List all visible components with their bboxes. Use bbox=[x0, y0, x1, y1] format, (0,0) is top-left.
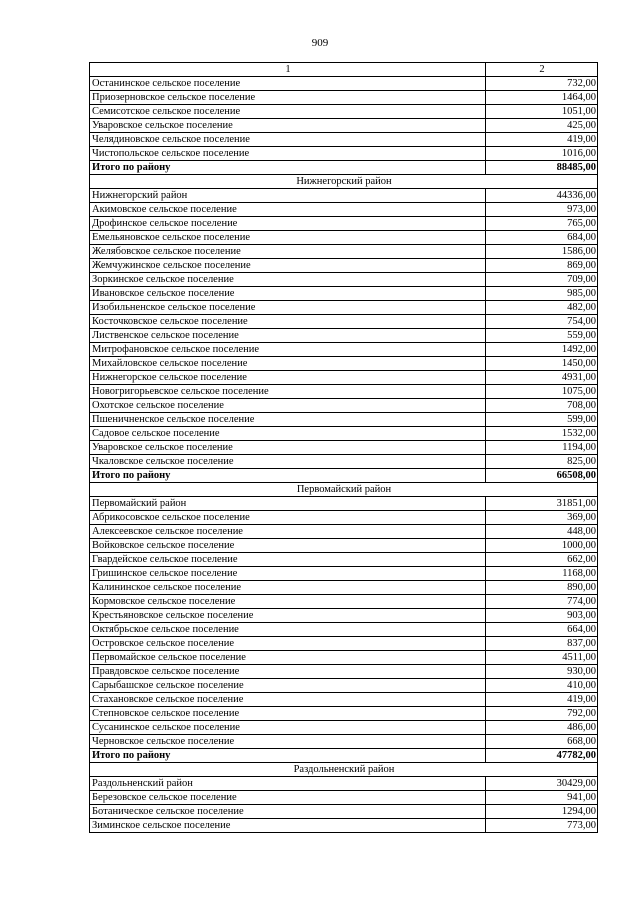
settlement-name: Акимовское сельское поселение bbox=[90, 203, 486, 217]
amount-value: 1294,00 bbox=[486, 805, 598, 819]
settlement-name: Кормовское сельское поселение bbox=[90, 595, 486, 609]
settlement-name: Сарыбашское сельское поселение bbox=[90, 679, 486, 693]
settlement-name: Уваровское сельское поселение bbox=[90, 119, 486, 133]
settlement-name: Абрикосовское сельское поселение bbox=[90, 511, 486, 525]
settlement-name: Нижнегорское сельское поселение bbox=[90, 371, 486, 385]
total-row bbox=[90, 161, 598, 175]
amount-value: 425,00 bbox=[486, 119, 598, 133]
table-row bbox=[90, 329, 598, 343]
settlement-name: Правдовское сельское поселение bbox=[90, 665, 486, 679]
settlement-name: Гришинское сельское поселение bbox=[90, 567, 486, 581]
table-row bbox=[90, 511, 598, 525]
table-row bbox=[90, 581, 598, 595]
settlement-name: Итого по району bbox=[90, 161, 486, 175]
settlement-name: Садовое сельское поселение bbox=[90, 427, 486, 441]
page-number: 909 bbox=[311, 37, 329, 49]
amount-value: 1000,00 bbox=[486, 539, 598, 553]
table-row bbox=[90, 189, 598, 203]
amount-value: 599,00 bbox=[486, 413, 598, 427]
table-row bbox=[90, 665, 598, 679]
settlement-name: Калининское сельское поселение bbox=[90, 581, 486, 595]
table-header-row bbox=[90, 63, 598, 77]
amount-value: 1532,00 bbox=[486, 427, 598, 441]
table-row bbox=[90, 441, 598, 455]
amount-value: 486,00 bbox=[486, 721, 598, 735]
amount-value: 66508,00 bbox=[486, 469, 598, 483]
table-row bbox=[90, 231, 598, 245]
amount-value: 1051,00 bbox=[486, 105, 598, 119]
settlement-name: Чкаловское сельское поселение bbox=[90, 455, 486, 469]
table-row bbox=[90, 651, 598, 665]
settlement-name: Ботаническое сельское поселение bbox=[90, 805, 486, 819]
amount-value: 1075,00 bbox=[486, 385, 598, 399]
table-row bbox=[90, 623, 598, 637]
amount-value: 709,00 bbox=[486, 273, 598, 287]
amount-value: 4931,00 bbox=[486, 371, 598, 385]
settlement-name: Чистопольское сельское поселение bbox=[90, 147, 486, 161]
settlement-name: Первомайский район bbox=[90, 497, 486, 511]
amount-value: 732,00 bbox=[486, 77, 598, 91]
settlement-name: Алексеевское сельское поселение bbox=[90, 525, 486, 539]
amount-value: 792,00 bbox=[486, 707, 598, 721]
settlement-name: Пшеничненское сельское поселение bbox=[90, 413, 486, 427]
table-row bbox=[90, 735, 598, 749]
table-row bbox=[90, 567, 598, 581]
table-row bbox=[90, 217, 598, 231]
amount-value: 930,00 bbox=[486, 665, 598, 679]
amount-value: 448,00 bbox=[486, 525, 598, 539]
amount-value: 88485,00 bbox=[486, 161, 598, 175]
table-row bbox=[90, 91, 598, 105]
amount-value: 1492,00 bbox=[486, 343, 598, 357]
settlement-name: Гвардейское сельское поселение bbox=[90, 553, 486, 567]
table-row bbox=[90, 791, 598, 805]
amount-value: 903,00 bbox=[486, 609, 598, 623]
amount-value: 31851,00 bbox=[486, 497, 598, 511]
amount-value: 973,00 bbox=[486, 203, 598, 217]
table-row bbox=[90, 413, 598, 427]
amount-value: 708,00 bbox=[486, 399, 598, 413]
amount-value: 754,00 bbox=[486, 315, 598, 329]
table-row bbox=[90, 609, 598, 623]
table-body bbox=[90, 63, 598, 833]
total-row bbox=[90, 469, 598, 483]
settlement-name: Первомайское сельское поселение bbox=[90, 651, 486, 665]
settlement-name: Емельяновское сельское поселение bbox=[90, 231, 486, 245]
amount-value: 1464,00 bbox=[486, 91, 598, 105]
table-row bbox=[90, 147, 598, 161]
settlement-name: Итого по району bbox=[90, 749, 486, 763]
section-title: Раздольненский район bbox=[90, 763, 598, 777]
settlement-name: Березовское сельское поселение bbox=[90, 791, 486, 805]
amount-value: 482,00 bbox=[486, 301, 598, 315]
settlement-name: Ивановское сельское поселение bbox=[90, 287, 486, 301]
column-header-1: 1 bbox=[90, 63, 486, 77]
settlement-name: Раздольненский район bbox=[90, 777, 486, 791]
amount-value: 4511,00 bbox=[486, 651, 598, 665]
table-row bbox=[90, 539, 598, 553]
amount-value: 410,00 bbox=[486, 679, 598, 693]
settlement-name: Изобильненское сельское поселение bbox=[90, 301, 486, 315]
amount-value: 1586,00 bbox=[486, 245, 598, 259]
section-header-row bbox=[90, 763, 598, 777]
settlement-name: Новогригорьевское сельское поселение bbox=[90, 385, 486, 399]
amount-value: 869,00 bbox=[486, 259, 598, 273]
table-row bbox=[90, 259, 598, 273]
table-row bbox=[90, 287, 598, 301]
settlement-name: Митрофановское сельское поселение bbox=[90, 343, 486, 357]
settlement-name: Зиминское сельское поселение bbox=[90, 819, 486, 833]
amount-value: 668,00 bbox=[486, 735, 598, 749]
amount-value: 837,00 bbox=[486, 637, 598, 651]
table-row bbox=[90, 525, 598, 539]
table-row bbox=[90, 385, 598, 399]
table-row bbox=[90, 371, 598, 385]
settlement-name: Охотское сельское поселение bbox=[90, 399, 486, 413]
settlement-name: Косточковское сельское поселение bbox=[90, 315, 486, 329]
settlement-name: Нижнегорский район bbox=[90, 189, 486, 203]
amount-value: 1450,00 bbox=[486, 357, 598, 371]
table-row bbox=[90, 455, 598, 469]
amount-value: 765,00 bbox=[486, 217, 598, 231]
total-row bbox=[90, 749, 598, 763]
amount-value: 1016,00 bbox=[486, 147, 598, 161]
settlement-name: Степновское сельское поселение bbox=[90, 707, 486, 721]
table-row bbox=[90, 399, 598, 413]
settlement-name: Жемчужинское сельское поселение bbox=[90, 259, 486, 273]
settlement-name: Крестьяновское сельское поселение bbox=[90, 609, 486, 623]
amount-value: 662,00 bbox=[486, 553, 598, 567]
amount-value: 664,00 bbox=[486, 623, 598, 637]
section-header-row bbox=[90, 175, 598, 189]
amount-value: 559,00 bbox=[486, 329, 598, 343]
settlement-name: Семисотское сельское поселение bbox=[90, 105, 486, 119]
table-row bbox=[90, 273, 598, 287]
settlement-name: Сусанинское сельское поселение bbox=[90, 721, 486, 735]
table-row bbox=[90, 637, 598, 651]
column-header-2: 2 bbox=[486, 63, 598, 77]
table-row bbox=[90, 679, 598, 693]
table-row bbox=[90, 553, 598, 567]
amount-value: 419,00 bbox=[486, 693, 598, 707]
settlement-name: Итого по району bbox=[90, 469, 486, 483]
section-header-row bbox=[90, 483, 598, 497]
table-row bbox=[90, 693, 598, 707]
amount-value: 30429,00 bbox=[486, 777, 598, 791]
amount-value: 419,00 bbox=[486, 133, 598, 147]
table-row bbox=[90, 343, 598, 357]
settlement-name: Челядиновское сельское поселение bbox=[90, 133, 486, 147]
table-row bbox=[90, 315, 598, 329]
amount-value: 825,00 bbox=[486, 455, 598, 469]
table-row bbox=[90, 119, 598, 133]
amount-value: 941,00 bbox=[486, 791, 598, 805]
table-row bbox=[90, 777, 598, 791]
amount-value: 684,00 bbox=[486, 231, 598, 245]
settlement-name: Останинское сельское поселение bbox=[90, 77, 486, 91]
settlement-name: Михайловское сельское поселение bbox=[90, 357, 486, 371]
amount-value: 1194,00 bbox=[486, 441, 598, 455]
table-row bbox=[90, 819, 598, 833]
table-row bbox=[90, 301, 598, 315]
amount-value: 44336,00 bbox=[486, 189, 598, 203]
settlement-name: Лиственское сельское поселение bbox=[90, 329, 486, 343]
settlement-name: Зоркинское сельское поселение bbox=[90, 273, 486, 287]
amount-value: 985,00 bbox=[486, 287, 598, 301]
settlement-name: Войковское сельское поселение bbox=[90, 539, 486, 553]
amount-value: 774,00 bbox=[486, 595, 598, 609]
amount-value: 369,00 bbox=[486, 511, 598, 525]
table-row bbox=[90, 721, 598, 735]
allocation-table bbox=[89, 62, 598, 833]
table-row bbox=[90, 497, 598, 511]
table-row bbox=[90, 245, 598, 259]
settlement-name: Островское сельское поселение bbox=[90, 637, 486, 651]
settlement-name: Желябовское сельское поселение bbox=[90, 245, 486, 259]
settlement-name: Черновское сельское поселение bbox=[90, 735, 486, 749]
table-row bbox=[90, 595, 598, 609]
settlement-name: Дрофинское сельское поселение bbox=[90, 217, 486, 231]
table-row bbox=[90, 805, 598, 819]
table-row bbox=[90, 427, 598, 441]
amount-value: 47782,00 bbox=[486, 749, 598, 763]
table-row bbox=[90, 105, 598, 119]
section-title: Первомайский район bbox=[90, 483, 598, 497]
table-row bbox=[90, 707, 598, 721]
table-row bbox=[90, 357, 598, 371]
amount-value: 1168,00 bbox=[486, 567, 598, 581]
settlement-name: Приозерновское сельское поселение bbox=[90, 91, 486, 105]
amount-value: 890,00 bbox=[486, 581, 598, 595]
settlement-name: Октябрьское сельское поселение bbox=[90, 623, 486, 637]
table-row bbox=[90, 77, 598, 91]
settlement-name: Стахановское сельское поселение bbox=[90, 693, 486, 707]
table-row bbox=[90, 203, 598, 217]
amount-value: 773,00 bbox=[486, 819, 598, 833]
section-title: Нижнегорский район bbox=[90, 175, 598, 189]
table-row bbox=[90, 133, 598, 147]
settlement-name: Уваровское сельское поселение bbox=[90, 441, 486, 455]
